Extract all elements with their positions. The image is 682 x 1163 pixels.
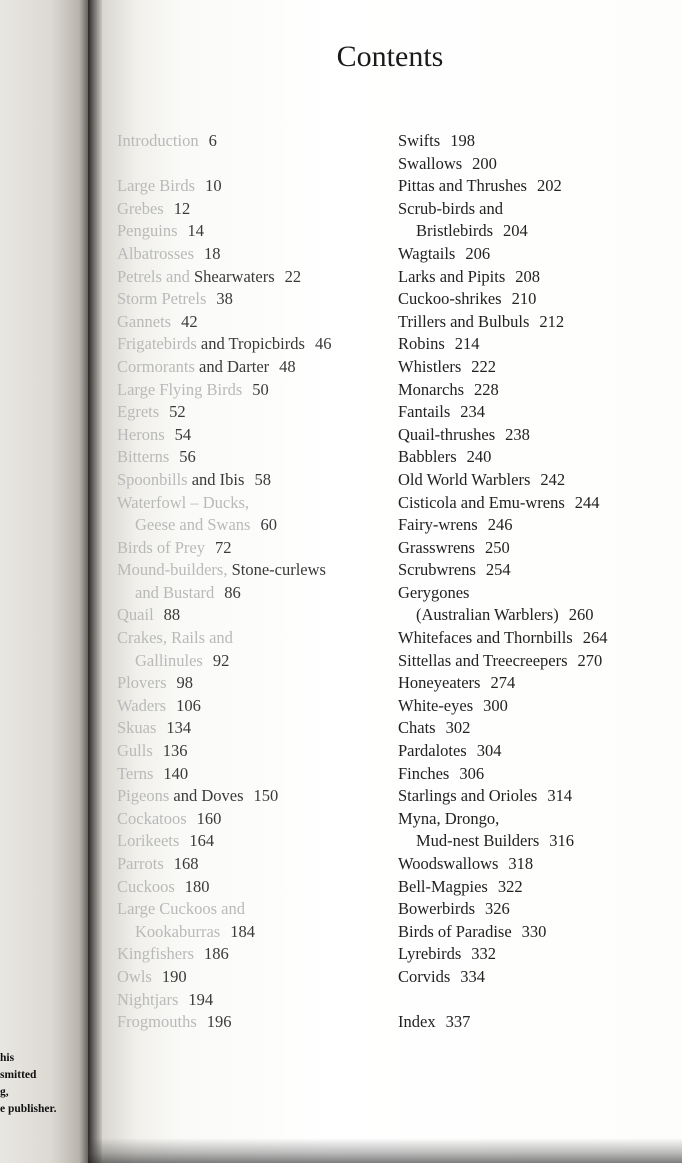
contents-entry	[117, 876, 331, 899]
entry-page-number: 196	[206, 1012, 232, 1032]
entry-title: Mud-nest Builders	[416, 831, 540, 851]
entry-title: Woodswallows	[398, 854, 499, 873]
entry-title: Myna, Drongo,	[398, 808, 500, 828]
entry-page-number: 180	[184, 876, 210, 896]
entry-title: Waders	[117, 695, 167, 715]
entry-page-number: 56	[179, 447, 196, 467]
entry-page-number: 150	[253, 786, 279, 806]
contents-entry	[117, 130, 331, 153]
contents-entry	[117, 604, 331, 627]
copyright-line: e publisher.	[0, 1103, 57, 1115]
entry-title: (Australian Warblers)	[416, 605, 559, 625]
copyright-line: smitted	[0, 1069, 37, 1081]
entry-page-number: 337	[445, 1012, 471, 1032]
contents-entry	[398, 1011, 607, 1034]
copyright-line: g,	[0, 1086, 9, 1098]
entry-title: Gallinules	[135, 650, 203, 670]
entry-title: Frogmouths	[117, 1012, 197, 1032]
contents-entry	[117, 266, 331, 289]
entry-title: Swallows	[398, 153, 463, 173]
contents-entry	[117, 695, 331, 718]
entry-title: Cuckoo-shrikes	[398, 289, 502, 309]
entry-page-number: 330	[521, 921, 547, 941]
entry-page-number: 318	[508, 854, 534, 873]
contents-entry	[117, 921, 331, 944]
contents-entry	[398, 604, 607, 627]
entry-page-number: 302	[445, 718, 471, 738]
contents-entry	[398, 717, 607, 740]
contents-entry	[398, 627, 607, 650]
entry-page-number: 202	[536, 176, 562, 196]
entry-title: Egrets	[117, 402, 160, 422]
entry-title-continued: Stone-curlews	[227, 560, 326, 580]
entry-page-number: 134	[166, 718, 192, 738]
contents-entry	[117, 379, 331, 402]
contents-entry	[398, 492, 607, 515]
contents-entry	[117, 492, 331, 515]
entry-title: Petrels and	[117, 266, 190, 286]
entry-page-number: 38	[216, 289, 233, 309]
contents-entry	[398, 582, 607, 605]
contents-entry	[398, 424, 607, 447]
entry-page-number: 6	[208, 131, 217, 150]
contents-entry	[398, 808, 607, 831]
entry-page-number: 222	[471, 356, 496, 376]
entry-page-number: 244	[574, 492, 600, 512]
entry-title: Old World Warblers	[398, 469, 531, 489]
contents-entry	[117, 333, 331, 356]
entry-title: Bell-Magpies	[398, 876, 488, 896]
entry-page-number: 168	[173, 854, 199, 873]
entry-title: Large Birds	[117, 176, 196, 196]
entry-page-number: 140	[163, 763, 189, 783]
entry-title: Fairy-wrens	[398, 515, 478, 535]
page-bottom-shadow	[88, 1138, 682, 1163]
contents-entry	[398, 198, 607, 221]
contents-entry	[117, 1011, 331, 1034]
contents-entry	[398, 876, 607, 899]
contents-entry	[398, 288, 607, 311]
entry-page-number: 264	[582, 628, 608, 648]
entry-page-number: 316	[549, 831, 575, 851]
entry-title: Trillers and Bulbuls	[398, 311, 530, 331]
contents-entry	[117, 537, 331, 560]
entry-title: Bitterns	[117, 447, 170, 467]
entry-title: Quail	[117, 605, 154, 625]
entry-page-number: 190	[161, 966, 187, 986]
entry-title: Mound-builders,	[117, 560, 228, 580]
entry-title: White-eyes	[398, 695, 474, 715]
entry-title: Babblers	[398, 447, 457, 467]
entry-page-number: 234	[460, 402, 485, 422]
contents-entry	[398, 130, 607, 153]
entry-title: Fantails	[398, 402, 451, 422]
contents-entry	[398, 785, 607, 808]
contents-entry	[398, 763, 607, 786]
entry-title: Large Cuckoos and	[117, 899, 245, 919]
entry-title: Large Flying Birds	[117, 379, 243, 399]
contents-entry	[117, 808, 331, 831]
entry-page-number: 194	[188, 989, 214, 1009]
entry-page-number: 212	[539, 311, 565, 331]
contents-entry	[398, 220, 607, 243]
contents-entry	[117, 401, 331, 424]
entry-page-number: 72	[215, 537, 232, 557]
contents-gap	[117, 153, 331, 176]
contents-entry	[117, 311, 331, 334]
entry-title: Starlings and Orioles	[398, 786, 538, 806]
entry-title: Quail-thrushes	[398, 424, 496, 444]
entry-page-number: 228	[473, 379, 499, 399]
entry-page-number: 198	[450, 131, 475, 150]
entry-title: Whistlers	[398, 356, 462, 376]
entry-title: Pigeons	[117, 786, 170, 806]
entry-title: Swifts	[398, 131, 441, 150]
entry-title: Birds of Prey	[117, 537, 205, 557]
contents-entry	[398, 898, 607, 921]
contents-entry	[117, 469, 331, 492]
contents-entry	[398, 966, 607, 989]
entry-title-continued: and Tropicbirds	[196, 334, 305, 354]
contents-entry	[117, 424, 331, 447]
contents-gap	[398, 989, 607, 1012]
entry-title: Albatrosses	[117, 243, 194, 263]
contents-entry	[398, 650, 607, 673]
contents-left-column	[117, 130, 331, 1034]
entry-title: Birds of Paradise	[398, 921, 512, 941]
entry-title-continued: and Doves	[169, 786, 244, 806]
entry-page-number: 50	[252, 379, 269, 399]
entry-page-number: 22	[284, 266, 302, 286]
entry-title: Chats	[398, 718, 436, 738]
contents-entry	[398, 333, 607, 356]
contents-right-column	[398, 130, 607, 1034]
entry-page-number: 208	[515, 266, 540, 286]
entry-title: Cormorants	[117, 356, 195, 376]
contents-entry	[117, 175, 331, 198]
contents-entry	[117, 446, 331, 469]
entry-title: Pardalotes	[398, 741, 467, 761]
book-spine-gutter	[88, 0, 102, 1163]
entry-title: Lorikeets	[117, 831, 180, 851]
entry-page-number: 92	[212, 650, 230, 670]
entry-title: Sittellas and Treecreepers	[398, 650, 568, 670]
entry-title: Grasswrens	[398, 537, 475, 557]
entry-title: Crakes, Rails and	[117, 628, 233, 648]
contents-entry	[117, 356, 331, 379]
contents-entry	[117, 898, 331, 921]
entry-page-number: 204	[503, 221, 528, 241]
entry-page-number: 12	[173, 198, 191, 218]
contents-entry	[398, 672, 607, 695]
entry-title: Terns	[117, 763, 154, 783]
entry-title-continued: and Darter	[194, 356, 270, 376]
entry-page-number: 260	[568, 605, 594, 625]
entry-title: Finches	[398, 763, 450, 783]
entry-page-number: 200	[472, 153, 497, 173]
contents-entry	[117, 288, 331, 311]
copyright-line: his	[0, 1052, 15, 1064]
entry-page-number: 254	[485, 560, 511, 580]
entry-page-number: 106	[176, 695, 201, 715]
entry-title: Nightjars	[117, 989, 179, 1009]
entry-title: Plovers	[117, 673, 167, 693]
contents-entry	[117, 243, 331, 266]
entry-title: Parrots	[117, 854, 164, 873]
contents-entry	[398, 830, 607, 853]
contents-entry	[117, 582, 331, 605]
entry-page-number: 98	[176, 673, 193, 693]
entry-title: Gulls	[117, 741, 153, 761]
entry-title: and Bustard	[135, 582, 215, 602]
entry-page-number: 46	[314, 334, 332, 354]
entry-title: Bowerbirds	[398, 899, 475, 919]
entry-title-continued: and Ibis	[187, 469, 245, 489]
contents-entry	[117, 785, 331, 808]
contents-entry	[117, 672, 331, 695]
entry-title: Herons	[117, 424, 165, 444]
entry-title: Storm Petrels	[117, 289, 207, 309]
contents-entry	[117, 966, 331, 989]
entry-page-number: 274	[490, 673, 516, 693]
entry-page-number: 270	[577, 650, 603, 670]
entry-page-number: 250	[484, 537, 510, 557]
contents-entry	[398, 740, 607, 763]
contents-entry	[398, 559, 607, 582]
entry-title: Owls	[117, 966, 152, 986]
entry-page-number: 58	[254, 469, 271, 489]
entry-title: Cisticola and Emu-wrens	[398, 492, 565, 512]
contents-entry	[398, 537, 607, 560]
contents-entry	[117, 853, 331, 876]
entry-page-number: 14	[187, 221, 205, 241]
facing-page-copyright-text	[0, 1050, 90, 1118]
entry-page-number: 86	[224, 582, 241, 602]
entry-page-number: 314	[547, 786, 573, 806]
contents-entry	[117, 740, 331, 763]
entry-title: Bristlebirds	[416, 221, 493, 241]
contents-entry	[398, 469, 607, 492]
entry-title: Waterfowl – Ducks,	[117, 492, 250, 512]
entry-page-number: 238	[505, 424, 530, 444]
entry-page-number: 214	[454, 334, 480, 354]
entry-page-number: 300	[483, 695, 508, 715]
entry-title: Wagtails	[398, 243, 456, 263]
contents-entry	[398, 446, 607, 469]
contents-entry	[398, 266, 607, 289]
entry-title: Skuas	[117, 718, 157, 738]
entry-page-number: 184	[230, 921, 255, 941]
contents-entry	[398, 175, 607, 198]
entry-title-continued: Shearwaters	[189, 266, 275, 286]
entry-title: Index	[398, 1012, 436, 1032]
entry-title: Corvids	[398, 966, 451, 986]
contents-entry	[117, 943, 331, 966]
entry-title: Grebes	[117, 198, 164, 218]
entry-title: Robins	[398, 334, 445, 354]
contents-entry	[117, 717, 331, 740]
contents-entry	[398, 853, 607, 876]
contents-entry	[117, 830, 331, 853]
contents-entry	[117, 650, 331, 673]
entry-page-number: 160	[196, 808, 222, 828]
entry-title: Monarchs	[398, 379, 464, 399]
entry-page-number: 242	[540, 469, 566, 489]
entry-title: Penguins	[117, 221, 178, 241]
entry-page-number: 332	[471, 944, 496, 964]
entry-page-number: 186	[204, 944, 229, 964]
entry-title: Kingfishers	[117, 944, 194, 964]
contents-entry	[398, 153, 607, 176]
contents-entry	[117, 763, 331, 786]
contents-entry	[398, 514, 607, 537]
contents-entry	[117, 514, 331, 537]
entry-page-number: 52	[169, 402, 186, 422]
entry-title: Gannets	[117, 311, 172, 331]
entry-page-number: 246	[487, 515, 513, 535]
entry-page-number: 54	[174, 424, 192, 444]
contents-entry	[398, 243, 607, 266]
entry-title: Pittas and Thrushes	[398, 176, 527, 196]
entry-title: Gerygones	[398, 582, 470, 602]
entry-title: Cuckoos	[117, 876, 175, 896]
contents-entry	[398, 311, 607, 334]
entry-page-number: 210	[511, 289, 537, 309]
contents-entry	[398, 356, 607, 379]
entry-page-number: 10	[205, 176, 222, 196]
entry-page-number: 240	[466, 447, 492, 467]
entry-title: Honeyeaters	[398, 673, 481, 693]
entry-page-number: 322	[497, 876, 523, 896]
facing-page	[0, 0, 93, 1163]
contents-entry	[117, 627, 331, 650]
entry-page-number: 48	[279, 356, 296, 376]
entry-title: Geese and Swans	[135, 515, 251, 535]
contents-entry	[117, 989, 331, 1012]
contents-entry	[398, 921, 607, 944]
contents-entry	[398, 379, 607, 402]
entry-page-number: 60	[260, 515, 277, 535]
entry-title: Larks and Pipits	[398, 266, 506, 286]
contents-entry	[398, 401, 607, 424]
contents-entry	[398, 943, 607, 966]
entry-page-number: 334	[460, 966, 486, 986]
contents-entry	[117, 559, 331, 582]
contents-entry	[117, 220, 331, 243]
contents-entry	[398, 695, 607, 718]
entry-page-number: 326	[485, 899, 510, 919]
entry-page-number: 164	[189, 831, 215, 851]
entry-page-number: 136	[162, 741, 188, 761]
entry-page-number: 206	[465, 243, 491, 263]
entry-title: Lyrebirds	[398, 944, 462, 964]
entry-page-number: 304	[476, 741, 502, 761]
entry-title: Cockatoos	[117, 808, 187, 828]
entry-title: Kookaburras	[135, 921, 221, 941]
entry-title: Spoonbills	[117, 469, 188, 489]
entry-title: Introduction	[117, 131, 199, 150]
entry-title: Frigatebirds	[117, 334, 197, 354]
entry-page-number: 18	[204, 243, 221, 263]
entry-page-number: 42	[181, 311, 198, 331]
entry-page-number: 306	[459, 763, 485, 783]
page-title: Contents	[336, 40, 444, 73]
entry-title: Whitefaces and Thornbills	[398, 628, 573, 648]
entry-title: Scrubwrens	[398, 560, 476, 580]
entry-title: Scrub-birds and	[398, 198, 503, 218]
entry-page-number: 88	[163, 605, 181, 625]
contents-entry	[117, 198, 331, 221]
